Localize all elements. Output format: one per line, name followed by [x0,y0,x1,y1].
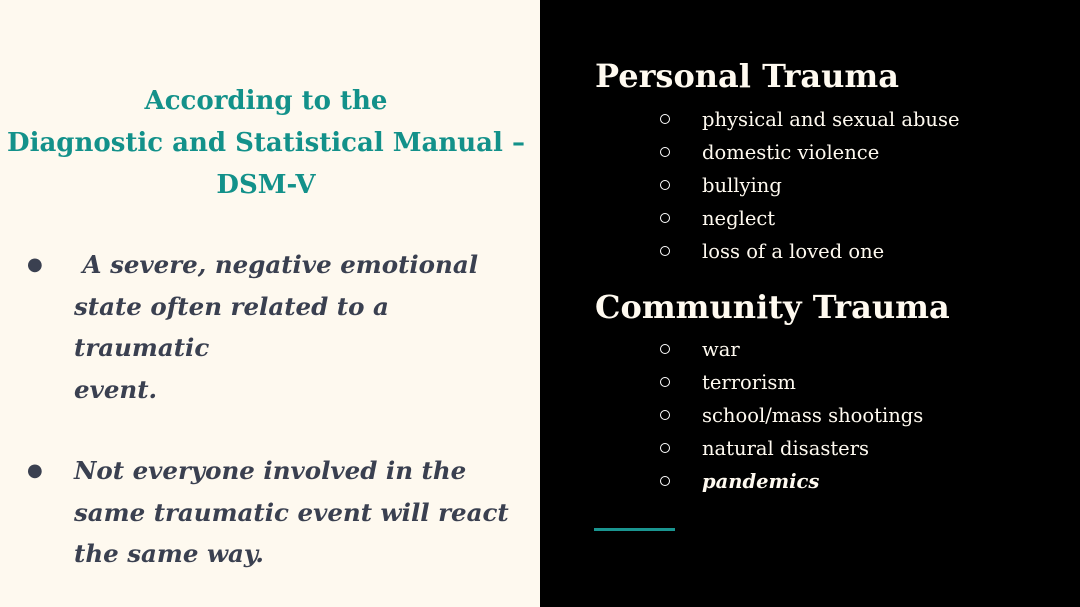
right-panel [540,0,1080,607]
bullet-line: state often related to a traumatic [74,291,389,362]
bullet-line: event. [74,374,158,404]
hollow-circle-icon [660,476,670,486]
bullet-line: the same way. [74,539,264,568]
list-item-text: war [702,338,740,361]
list-item-text: pandemics [702,470,820,493]
heading-line: According to the [144,86,388,116]
accent-divider [594,528,675,531]
list-item-text: neglect [702,207,776,230]
bullet-line: same traumatic event will react [74,497,509,527]
hollow-circle-icon [660,410,670,420]
personal-trauma-title: Personal Trauma [595,57,900,95]
hollow-circle-icon [660,344,670,354]
definition-bullets [24,244,524,575]
list-item-text: natural disasters [702,437,870,460]
list-item-text: loss of a loved one [702,240,885,263]
hollow-circle-icon [660,114,670,124]
heading-line: DSM-V [216,170,316,200]
list-item-text: school/mass shootings [702,404,924,427]
list-item-text: bullying [702,174,782,197]
heading-line: Diagnostic and Statistical Manual – [7,128,525,158]
hollow-circle-icon [660,213,670,223]
list-item-text: domestic violence [702,141,880,164]
hollow-circle-icon [660,377,670,387]
hollow-circle-icon [660,180,670,190]
dsm-heading [0,80,532,206]
bullet-dot-icon: ● [27,254,43,275]
list-item-text: terrorism [702,371,796,394]
community-trauma-title: Community Trauma [595,288,950,326]
hollow-circle-icon [660,443,670,453]
hollow-circle-icon [660,147,670,157]
bullet-dot-icon: ● [27,460,43,481]
bullet-line: A severe, negative emotional [74,250,479,279]
hollow-circle-icon [660,246,670,256]
bullet-item [24,450,524,575]
bullet-line: Not everyone involved in the [74,456,467,485]
list-item-text: physical and sexual abuse [702,108,960,131]
bullet-item [24,244,524,410]
